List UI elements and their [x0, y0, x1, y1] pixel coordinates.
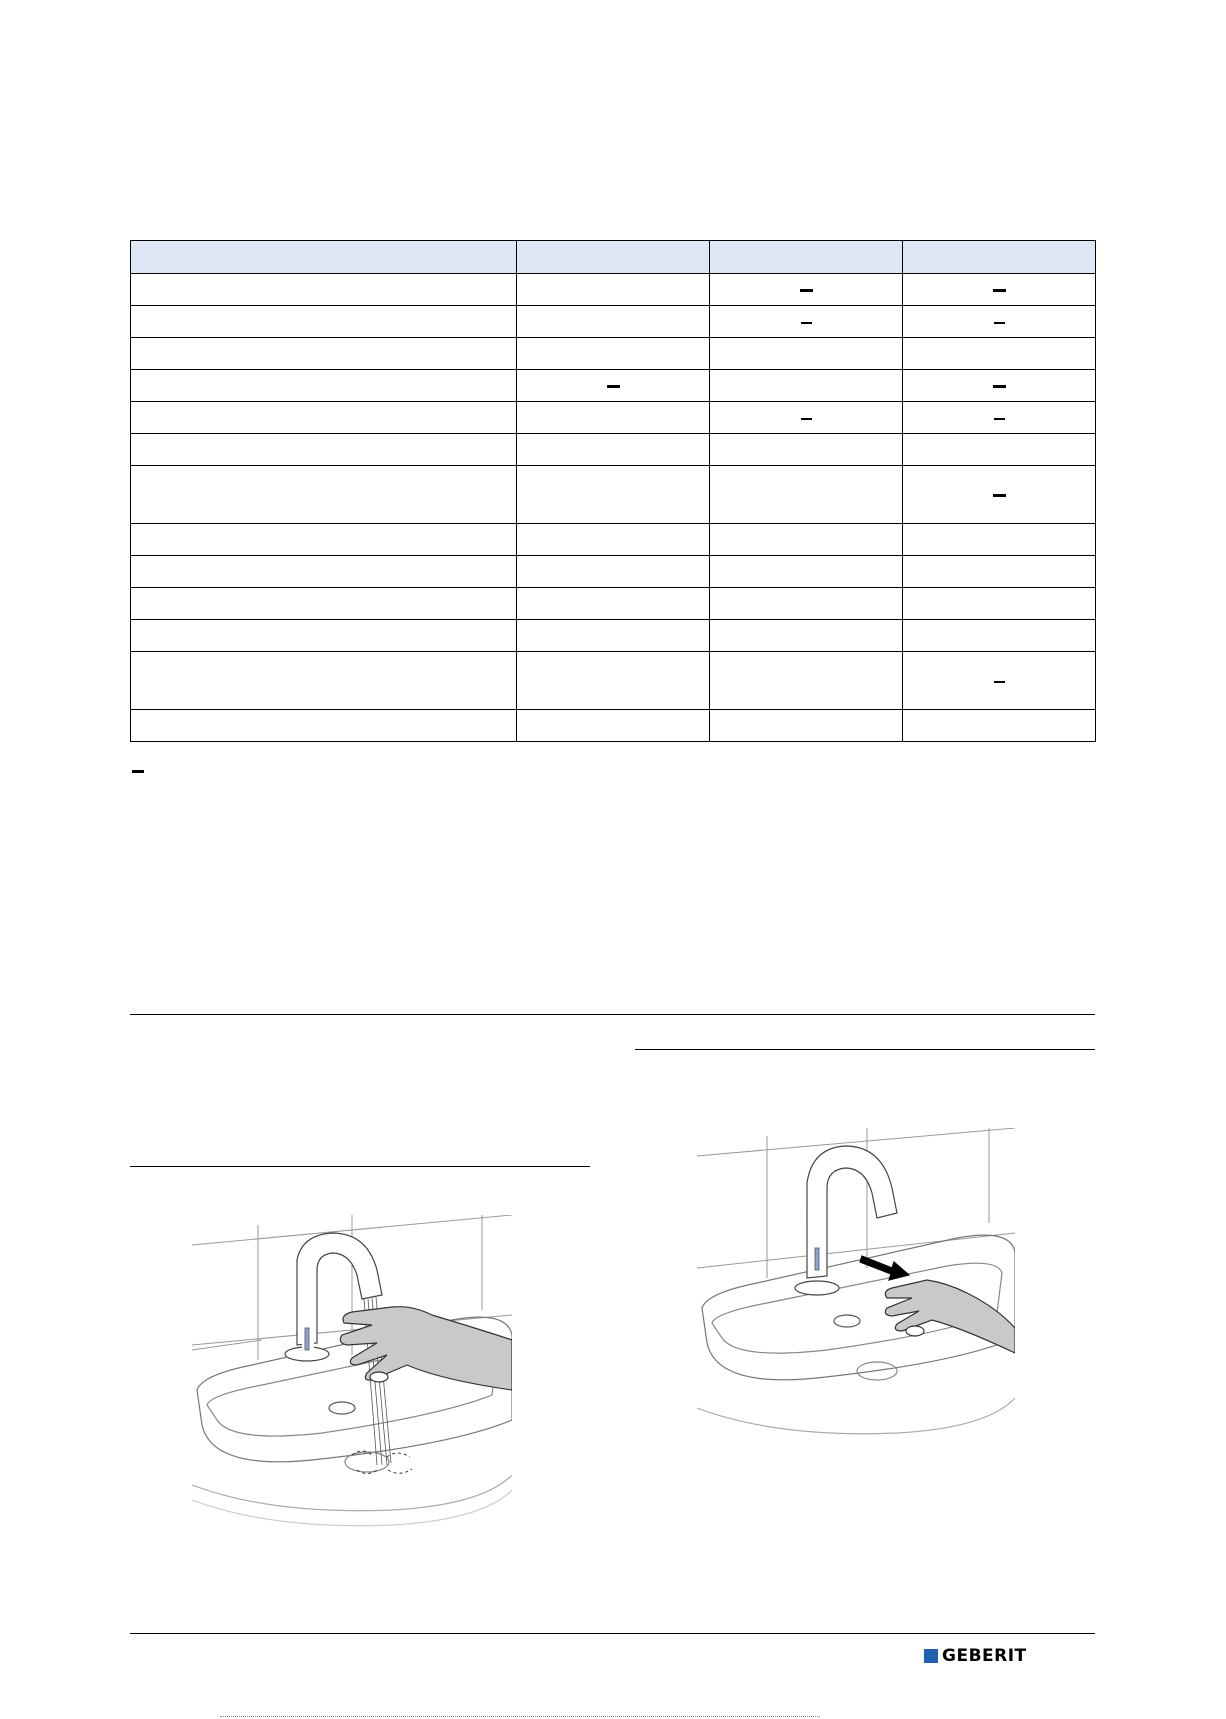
table-row	[131, 274, 1096, 306]
table-row	[131, 588, 1096, 620]
table-header-cell	[710, 241, 903, 274]
legend-dash	[132, 770, 144, 773]
table-row	[131, 434, 1096, 466]
table-row	[131, 524, 1096, 556]
table-header-row	[131, 241, 1096, 274]
not-available-dash	[801, 418, 812, 420]
not-available-dash	[801, 322, 812, 324]
not-available-dash	[993, 289, 1006, 292]
logo-square	[924, 1649, 938, 1663]
subsection-divider	[635, 1049, 1095, 1050]
not-available-dash	[993, 385, 1006, 388]
not-available-dash	[607, 385, 620, 388]
footer-dotted-line	[220, 1716, 820, 1717]
table-row	[131, 620, 1096, 652]
table-header-cell	[131, 241, 517, 274]
table-row	[131, 306, 1096, 338]
illustration-hand-under-tap	[192, 1215, 512, 1540]
table-row	[131, 466, 1096, 524]
footer-divider	[130, 1633, 1095, 1634]
logo-text: GEBERIT	[942, 1646, 1027, 1666]
table-row	[131, 652, 1096, 710]
table-row	[131, 370, 1096, 402]
not-available-dash	[800, 289, 813, 292]
table-row	[131, 402, 1096, 434]
table-row	[131, 338, 1096, 370]
not-available-dash	[993, 494, 1006, 497]
features-table	[130, 240, 1096, 742]
not-available-dash	[994, 418, 1005, 420]
brand-logo	[924, 1648, 1027, 1664]
subsection-divider	[130, 1166, 590, 1167]
table-row	[131, 556, 1096, 588]
not-available-dash	[994, 322, 1005, 324]
table-header-cell	[903, 241, 1096, 274]
section-divider	[130, 1014, 1095, 1015]
table-header-cell	[517, 241, 710, 274]
not-available-dash	[994, 681, 1005, 683]
table-row	[131, 710, 1096, 742]
illustration-hand-away-from-tap	[697, 1128, 1015, 1451]
